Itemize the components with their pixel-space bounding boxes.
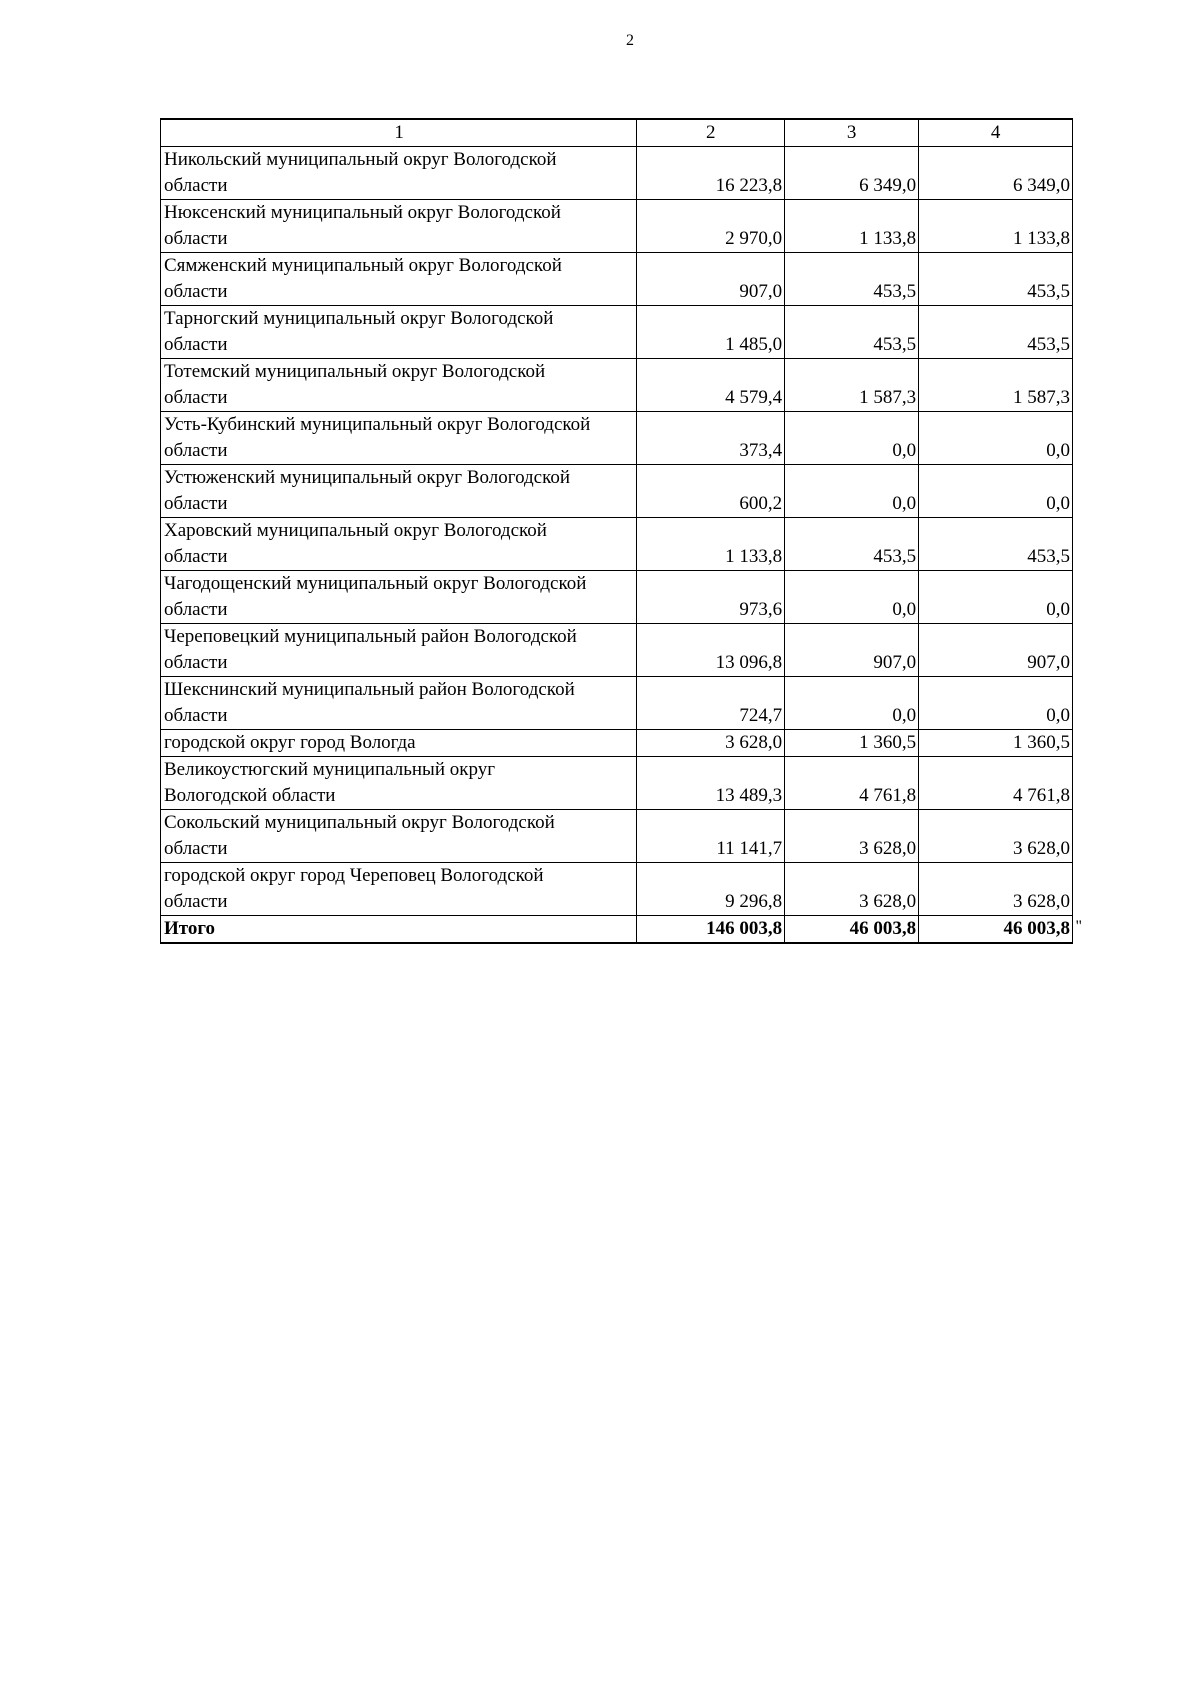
value-c2: 13 096,8: [637, 624, 785, 677]
municipality-name-line1: городской округ город Череповец Вологодской: [164, 865, 544, 886]
municipality-name-line1: Череповецкий муниципальный район Вологодской: [164, 626, 577, 647]
value-c3: 453,5: [785, 306, 919, 359]
value-c4: 0,0: [919, 412, 1073, 465]
table-row: [161, 757, 1073, 810]
table-row: [161, 306, 1073, 359]
municipality-name-line1: Тотемский муниципальный округ Вологодской: [164, 361, 546, 382]
value-c4: 453,5: [919, 306, 1073, 359]
municipality-name-line1: Харовский муниципальный округ Вологодской: [164, 520, 547, 541]
value-c2: 13 489,3: [637, 757, 785, 810]
value-c4: 0,0: [919, 465, 1073, 518]
table-row: [161, 359, 1073, 412]
municipality-name-line2: области: [164, 599, 228, 620]
municipality-name-line1: Сямженский муниципальный округ Вологодской: [164, 255, 562, 276]
value-c3: 3 628,0: [785, 810, 919, 863]
value-c3: 0,0: [785, 571, 919, 624]
municipality-name: [161, 465, 637, 518]
value-c2: 2 970,0: [637, 200, 785, 253]
municipality-name-line1: Усть-Кубинский муниципальный округ Вологодской: [164, 414, 591, 435]
value-c2: 11 141,7: [637, 810, 785, 863]
municipality-name: [161, 200, 637, 253]
value-c3: 6 349,0: [785, 147, 919, 200]
table-row: [161, 465, 1073, 518]
table-row: [161, 518, 1073, 571]
municipality-name: [161, 518, 637, 571]
value-c3: 1 133,8: [785, 200, 919, 253]
value-c4: 907,0: [919, 624, 1073, 677]
total-label: Итого: [161, 916, 637, 944]
table-header-row: [161, 119, 1073, 147]
allocation-table: [160, 118, 1073, 944]
municipality-name-line2: области: [164, 228, 228, 249]
municipality-name-line2: области: [164, 705, 228, 726]
value-c3: 3 628,0: [785, 863, 919, 916]
value-c2: 3 628,0: [637, 730, 785, 757]
value-c2: 9 296,8: [637, 863, 785, 916]
header-col-3: 3: [785, 119, 919, 147]
value-c3: 453,5: [785, 518, 919, 571]
value-c4: 0,0: [919, 677, 1073, 730]
value-c2: 907,0: [637, 253, 785, 306]
value-c4: 0,0: [919, 571, 1073, 624]
table-row: [161, 730, 1073, 757]
municipality-name: [161, 359, 637, 412]
value-c3: 907,0: [785, 624, 919, 677]
municipality-name-line2: области: [164, 493, 228, 514]
municipality-name-line1: Сокольский муниципальный округ Вологодской: [164, 812, 555, 833]
table-row: [161, 677, 1073, 730]
municipality-name-line1: Шекснинский муниципальный район Вологодской: [164, 679, 575, 700]
municipality-name-line1: Чагодощенский муниципальный округ Вологодской: [164, 573, 587, 594]
total-c3: 46 003,8: [785, 916, 919, 944]
municipality-name: [161, 677, 637, 730]
page-number: 2: [626, 32, 634, 49]
value-c4: 4 761,8: [919, 757, 1073, 810]
municipality-name-line1: Устюженский муниципальный округ Вологодской: [164, 467, 571, 488]
value-c2: 973,6: [637, 571, 785, 624]
value-c4: 6 349,0: [919, 147, 1073, 200]
municipality-name: [161, 571, 637, 624]
value-c3: 0,0: [785, 412, 919, 465]
table-row: [161, 624, 1073, 677]
value-c2: 373,4: [637, 412, 785, 465]
value-c2: 1 133,8: [637, 518, 785, 571]
value-c3: 1 360,5: [785, 730, 919, 757]
municipality-name-line2: области: [164, 891, 228, 912]
table-row: [161, 863, 1073, 916]
value-c2: 600,2: [637, 465, 785, 518]
municipality-name: [161, 147, 637, 200]
municipality-name: [161, 253, 637, 306]
table-row: [161, 200, 1073, 253]
value-c3: 0,0: [785, 677, 919, 730]
municipality-name: [161, 757, 637, 810]
municipality-name-line2: области: [164, 838, 228, 859]
municipality-name-line1: Великоустюгский муниципальный округ: [164, 759, 496, 780]
municipality-name-line2: области: [164, 334, 228, 355]
municipality-name-line2: области: [164, 546, 228, 567]
closing-quote: ": [1075, 917, 1083, 935]
municipality-name: [161, 624, 637, 677]
municipality-name-line2: области: [164, 387, 228, 408]
value-c4: 1 360,5: [919, 730, 1073, 757]
municipality-name-line1: Тарногский муниципальный округ Вологодской: [164, 308, 554, 329]
value-c4: 3 628,0: [919, 810, 1073, 863]
municipality-name-line2: области: [164, 652, 228, 673]
municipality-name: [161, 863, 637, 916]
table-row: [161, 412, 1073, 465]
total-row: [161, 916, 1073, 944]
value-c4: 3 628,0: [919, 863, 1073, 916]
value-c3: 453,5: [785, 253, 919, 306]
municipality-name: [161, 306, 637, 359]
municipality-name-line2: области: [164, 175, 228, 196]
value-c4: 1 133,8: [919, 200, 1073, 253]
municipality-name: [161, 810, 637, 863]
total-c4: 46 003,8: [919, 916, 1073, 944]
municipality-name-line2: Вологодской области: [164, 785, 336, 806]
municipality-name: [161, 730, 637, 757]
value-c2: 4 579,4: [637, 359, 785, 412]
table-row: [161, 147, 1073, 200]
value-c2: 724,7: [637, 677, 785, 730]
value-c4: 1 587,3: [919, 359, 1073, 412]
value-c3: 0,0: [785, 465, 919, 518]
header-col-2: 2: [637, 119, 785, 147]
municipality-name-line1: Нюксенский муниципальный округ Вологодской: [164, 202, 561, 223]
table-body: [161, 119, 1073, 943]
table-row: [161, 571, 1073, 624]
municipality-name-line2: области: [164, 281, 228, 302]
municipality-name: [161, 412, 637, 465]
municipality-name-line2: области: [164, 440, 228, 461]
value-c3: 1 587,3: [785, 359, 919, 412]
total-c2: 146 003,8: [637, 916, 785, 944]
value-c3: 4 761,8: [785, 757, 919, 810]
value-c4: 453,5: [919, 518, 1073, 571]
header-col-1: 1: [161, 119, 637, 147]
value-c2: 16 223,8: [637, 147, 785, 200]
municipality-name-line1: Никольский муниципальный округ Вологодской: [164, 149, 557, 170]
value-c2: 1 485,0: [637, 306, 785, 359]
municipality-name-line1: городской округ город Вологда: [164, 732, 416, 753]
header-col-4: 4: [919, 119, 1073, 147]
value-c4: 453,5: [919, 253, 1073, 306]
table-row: [161, 253, 1073, 306]
table-row: [161, 810, 1073, 863]
